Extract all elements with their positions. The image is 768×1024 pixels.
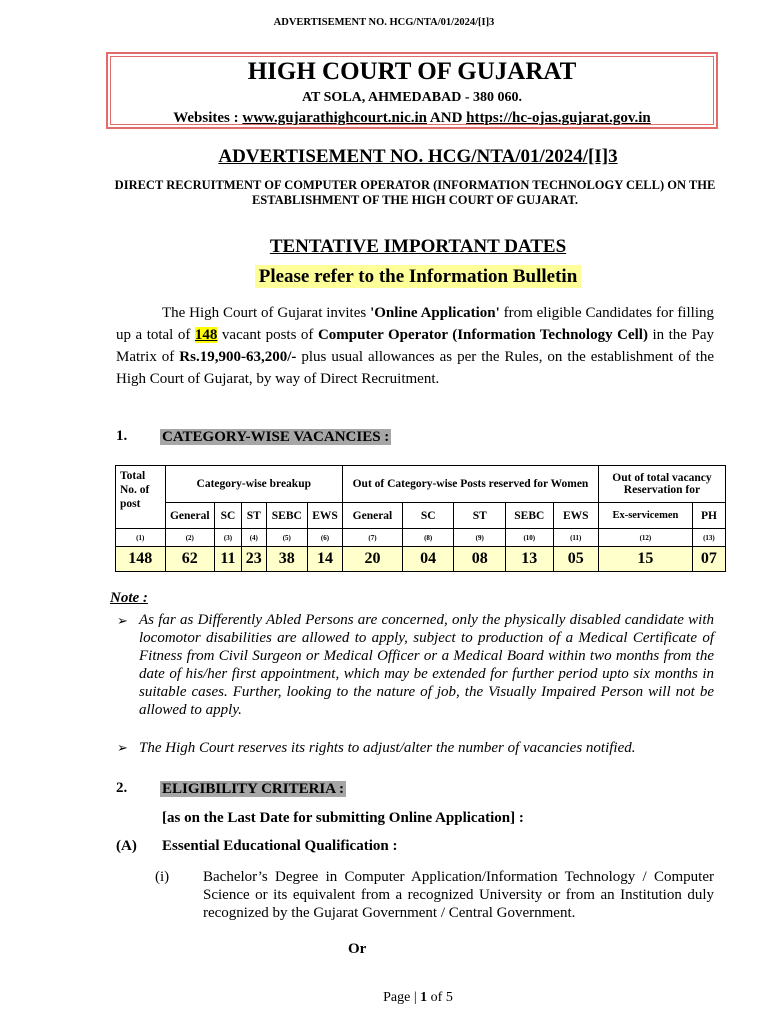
column-number: (1) [116, 529, 166, 547]
category-breakup-header: Category-wise breakup [165, 466, 342, 503]
intro-online-application: 'Online Application' [370, 305, 500, 321]
column-number: (6) [307, 529, 342, 547]
vacancy-value: 07 [692, 547, 725, 572]
table-subheader: SC [215, 503, 242, 529]
section-1-heading-wrap [160, 428, 391, 446]
table-subheader: General [343, 503, 403, 529]
column-number: (10) [506, 529, 553, 547]
table-subheader: ST [241, 503, 266, 529]
column-number: (3) [215, 529, 242, 547]
section-1-number: 1. [116, 428, 128, 444]
total-reservation-header: Out of total vacancy Reservation for [598, 466, 725, 503]
top-reference: ADVERTISEMENT NO. HCG/NTA/01/2024/[I]3 [273, 17, 495, 28]
page-prefix: Page | [383, 990, 421, 1005]
page-suffix: of 5 [427, 990, 453, 1005]
table-subheader: ST [454, 503, 506, 529]
vacancy-value: 20 [343, 547, 403, 572]
intro-pay-matrix: Rs.19,900-63,200/- [179, 349, 297, 365]
table-subheader: SEBC [266, 503, 307, 529]
table-subheader: PH [692, 503, 725, 529]
table-subheader: SEBC [506, 503, 553, 529]
note-item-2: The High Court reserves its rights to adjust/alter the number of vacancies notified. [139, 740, 636, 756]
tentative-dates-title: TENTATIVE IMPORTANT DATES [269, 236, 567, 257]
court-websites [106, 110, 718, 127]
intro-post-name: Computer Operator (Information Technology Cell) [317, 327, 648, 343]
women-reservation-header: Out of Category-wise Posts reserved for Women [343, 466, 599, 503]
section-2-number: 2. [116, 780, 128, 796]
vacancy-value: 14 [307, 547, 342, 572]
intro-text-4: in the Pay Matrix of [116, 327, 714, 365]
column-number: (5) [266, 529, 307, 547]
column-number: (9) [454, 529, 506, 547]
arrow-bullet-icon: ➢ [117, 613, 128, 628]
column-number: (12) [598, 529, 692, 547]
websites-and: AND [429, 110, 463, 126]
advertisement-title: ADVERTISEMENT NO. HCG/NTA/01/2024/[I]3 [218, 146, 618, 167]
table-subheader: Ex-servicemen [598, 503, 692, 529]
intro-text-2: from eligible Candidates for filling up a total of [116, 305, 714, 343]
table-subheader: General [165, 503, 215, 529]
section-1-heading: CATEGORY-WISE VACANCIES : [162, 429, 390, 445]
total-header-line-2: No. of [120, 484, 150, 496]
intro-text-1: The High Court of Gujarat invites [162, 305, 371, 321]
intro-post-count: 148 [194, 327, 218, 343]
column-number: (4) [241, 529, 266, 547]
bulletin-note: Please refer to the Information Bulletin [255, 265, 582, 288]
total-header-line-1: Total [120, 470, 146, 482]
vacancy-value: 148 [116, 547, 166, 572]
bulletin-note-wrap [0, 266, 768, 288]
vacancy-table [115, 465, 726, 572]
vacancy-value: 38 [266, 547, 307, 572]
page-current: 1 [420, 990, 428, 1005]
qualification-text: Bachelor’s Degree in Computer Application/Information Technology / Computer Science or its equivalent from a recognized University or from an Institution duly recognized by the Gujarat Government / Central Government. [203, 869, 714, 921]
vacancy-value: 13 [506, 547, 553, 572]
total-posts-header [116, 466, 166, 529]
table-subheader: SC [402, 503, 454, 529]
table-subheader: EWS [553, 503, 598, 529]
website-link-1[interactable]: www.gujarathighcourt.nic.in [242, 110, 427, 126]
arrow-bullet-icon: ➢ [117, 740, 128, 755]
subsection-heading: Essential Educational Qualification : [162, 838, 398, 854]
court-name: HIGH COURT OF GUJARAT [247, 58, 577, 85]
column-number: (11) [553, 529, 598, 547]
vacancy-value: 15 [598, 547, 692, 572]
total-header-line-3: post [120, 498, 141, 510]
page-footer [0, 990, 768, 1006]
section-2-heading-wrap [160, 780, 346, 798]
column-number: (2) [165, 529, 215, 547]
note-label: Note : [110, 590, 148, 606]
vacancy-value: 05 [553, 547, 598, 572]
section-2-heading: ELIGIBILITY CRITERIA : [162, 781, 344, 797]
vacancy-value: 04 [402, 547, 454, 572]
advertisement-subtitle: DIRECT RECRUITMENT OF COMPUTER OPERATOR (INFORMATION TECHNOLOGY CELL) ON THE ESTABLISHMENT OF THE HIGH COURT OF GUJARAT. [114, 178, 716, 207]
website-link-2[interactable]: https://hc-ojas.gujarat.gov.in [466, 110, 651, 126]
column-number: (7) [343, 529, 403, 547]
vacancy-value: 62 [165, 547, 215, 572]
item-label: (i) [155, 869, 170, 885]
note-item-1: As far as Differently Abled Persons are concerned, only the physically disabled candidate with locomotor disabilities are allowed to apply, subject to production of a Medical Certificate of Fitness from Civil Surgeon or Medical Officer or a Medical Board within two months from the date of his/her first appointment, which may be extended for further period upto six months in suitable cases. Further, looking to the nature of job, the Visually Impaired Person will not be allowed to apply. [139, 612, 714, 718]
vacancy-value: 11 [215, 547, 242, 572]
vacancy-value: 23 [241, 547, 266, 572]
eligibility-as-on: [as on the Last Date for submitting Online Application] : [162, 810, 524, 826]
intro-paragraph [116, 302, 714, 390]
intro-text-3: vacant posts of [217, 327, 318, 343]
intro-text-5: plus usual allowances as per the Rules, on the establishment of the High Court of Gujarat, by way of Direct Recruitment. [116, 349, 714, 387]
subsection-label: (A) [116, 838, 137, 854]
vacancy-value: 08 [454, 547, 506, 572]
or-text: Or [348, 941, 367, 957]
websites-label: Websites : [173, 110, 239, 126]
column-number: (8) [402, 529, 454, 547]
court-address: AT SOLA, AHMEDABAD - 380 060. [301, 90, 522, 105]
column-number: (13) [692, 529, 725, 547]
table-subheader: EWS [307, 503, 342, 529]
